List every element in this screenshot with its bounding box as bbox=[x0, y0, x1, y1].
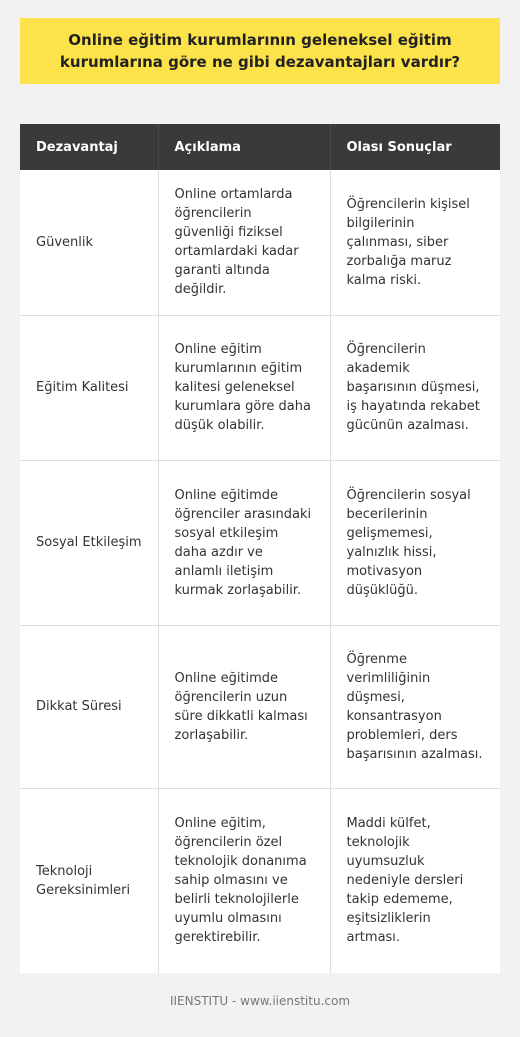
cell-disadvantage: Eğitim Kalitesi bbox=[20, 315, 158, 460]
cell-outcome: Maddi külfet, teknolojik uyumsuzluk nedeniyle dersleri takip edememe, eşitsizliklerin artması. bbox=[346, 816, 464, 946]
cell-description: Online ortamlarda öğrencilerin güvenliği fiziksel ortamlardaki kadar garanti altında değildir. bbox=[158, 170, 330, 315]
table-row bbox=[20, 460, 500, 625]
disadvantages-table bbox=[20, 124, 500, 973]
table-row bbox=[20, 625, 500, 788]
footer-credit: IIENSTITU - www.iienstitu.com bbox=[169, 994, 351, 1008]
table-row bbox=[20, 315, 500, 460]
cell-disadvantage: Sosyal Etkileşim bbox=[20, 460, 158, 625]
header-disadvantage: Dezavantaj bbox=[20, 124, 158, 170]
page-title: Online eğitim kurumlarının geleneksel eğitim kurumlarına göre ne gibi dezavantajları vardır? bbox=[59, 31, 461, 71]
cell-description: Online eğitimde öğrencilerin uzun süre dikkatli kalması zorlaşabilir. bbox=[158, 625, 330, 788]
cell-disadvantage: Teknoloji Gereksinimleri bbox=[20, 788, 158, 973]
cell-outcome: Öğrenme verimliliğinin düşmesi, konsantrasyon problemleri, ders başarısının azalması. bbox=[330, 625, 500, 788]
header-outcomes: Olası Sonuçlar bbox=[330, 124, 500, 170]
header-description: Açıklama bbox=[158, 124, 330, 170]
cell-description: Online eğitimde öğrenciler arasındaki sosyal etkileşim daha azdır ve anlamlı iletişim kurmak zorlaşabilir. bbox=[158, 460, 330, 625]
cell-outcome: Öğrencilerin kişisel bilgilerinin çalınması, siber zorbalığa maruz kalma riski. bbox=[330, 170, 500, 315]
cell-description: Online eğitim, öğrencilerin özel teknolojik donanıma sahip olmasını ve belirli teknolojilerle uyumlu olmasını gerektirebilir. bbox=[158, 788, 330, 973]
table-row bbox=[20, 170, 500, 315]
cell-disadvantage: Güvenlik bbox=[20, 170, 158, 315]
table-row bbox=[20, 788, 500, 973]
cell-description: Online eğitim kurumlarının eğitim kalitesi geleneksel kurumlara göre daha düşük olabilir. bbox=[158, 315, 330, 460]
title-banner bbox=[20, 18, 500, 84]
cell-outcome: Öğrencilerin akademik başarısının düşmesi, iş hayatında rekabet gücünün azalması. bbox=[330, 315, 500, 460]
cell-outcome: Öğrencilerin sosyal becerilerinin gelişmemesi, yalnızlık hissi, motivasyon düşüklüğü. bbox=[330, 460, 500, 625]
cell-disadvantage: Dikkat Süresi bbox=[20, 625, 158, 788]
table-header-row bbox=[20, 124, 500, 170]
